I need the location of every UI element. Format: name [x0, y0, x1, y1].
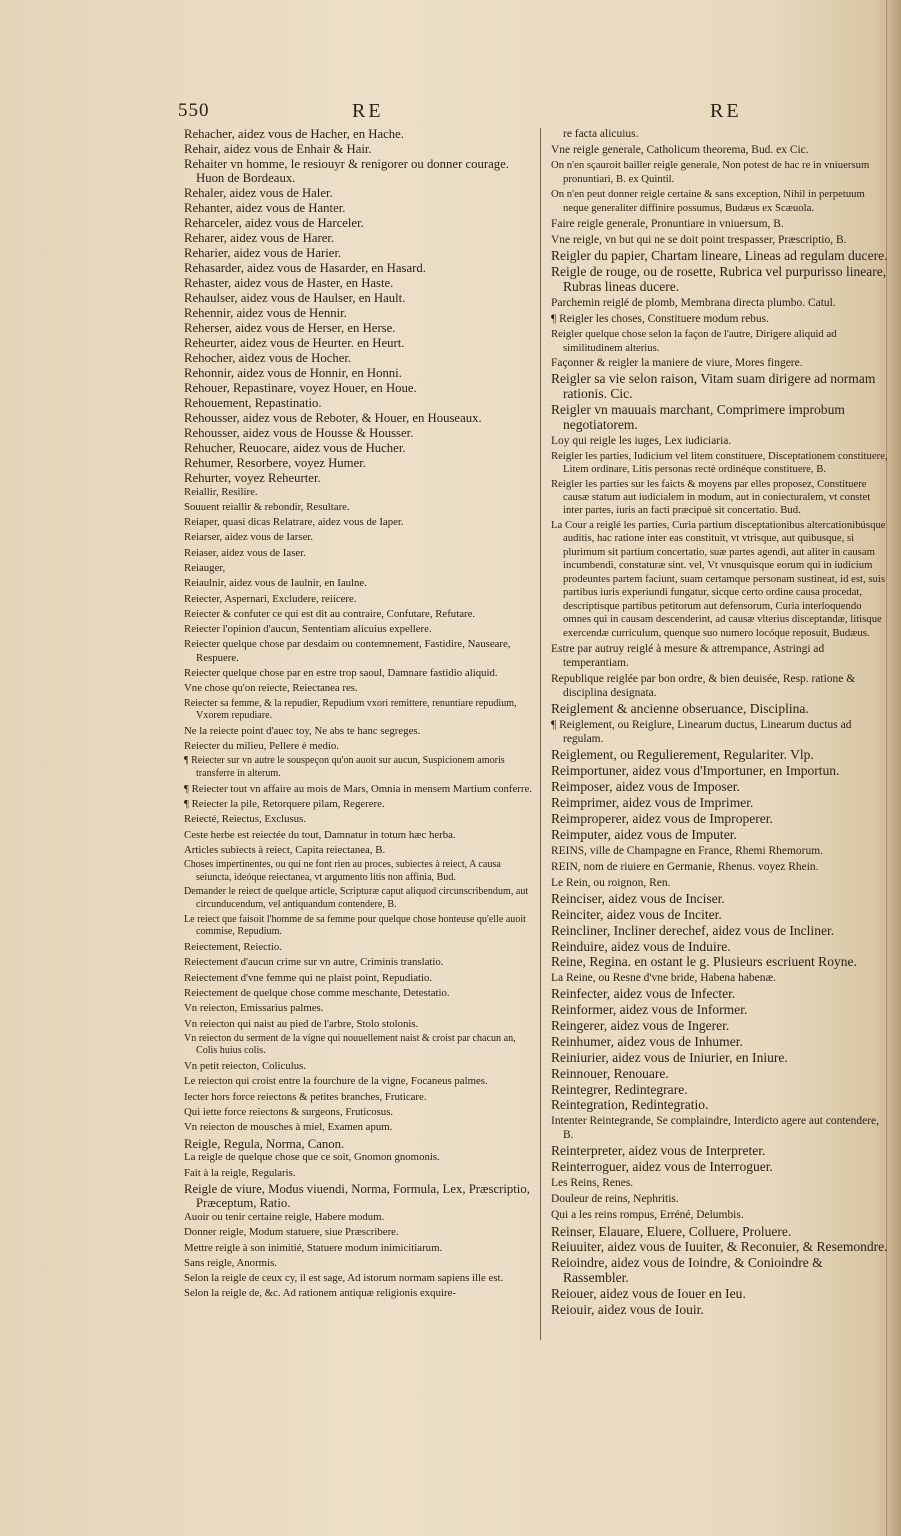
dictionary-entry: La reigle de quelque chose que ce soit, Gnomon gnomonis.	[184, 1151, 440, 1164]
dictionary-entry: Rehouer, Repastinare, voyez Houer, en Houe.	[184, 380, 417, 395]
dictionary-entry: Reiouer, aidez vous de Iouer en Ieu.	[551, 1285, 746, 1301]
dictionary-entry: ¶ Reiecter la pile, Retorquere pilam, Regerere.	[184, 798, 385, 811]
dictionary-entry: Reigler vn mauuais marchant, Comprimere improbum negotiatorem.	[551, 401, 845, 432]
dictionary-entry: Reinhumer, aidez vous de Inhumer.	[551, 1033, 743, 1049]
dictionary-entry: Rehaler, aidez vous de Haler.	[184, 185, 333, 200]
page-header	[0, 100, 901, 130]
dictionary-entry: Mettre reigle à son inimitié, Statuere modum inimicitiarum.	[184, 1241, 443, 1254]
dictionary-entry: Douleur de reins, Nephritis.	[551, 1193, 679, 1206]
dictionary-entry: Reigler sa vie selon raison, Vitam suam dirigere ad normam rationis. Cic.	[551, 371, 876, 401]
dictionary-entry: Reiectement, Reiectio.	[184, 941, 283, 954]
dictionary-entry: Reiniurier, aidez vous de Iniurier, en Iniure.	[551, 1049, 788, 1065]
dictionary-entry: Rehaiter vn homme, le resiouyr & renigorer ou donner courage. Huon de Bordeaux.	[184, 156, 509, 185]
dictionary-entry: Rehaulser, aidez vous de Haulser, en Hault.	[184, 290, 406, 305]
page-edge	[886, 0, 901, 1536]
dictionary-entry: Intenter Reintegrande, Se complaindre, Interdicto agere aut contendere, B.	[551, 1115, 879, 1142]
dictionary-entry: re facta alicuius.	[563, 128, 639, 140]
dictionary-entry: ¶ Reigler les choses, Constituere modum rebus.	[551, 312, 769, 325]
column-rule	[540, 128, 541, 1340]
right-running-head: RE	[710, 100, 742, 122]
dictionary-entry: Auoir ou tenir certaine reigle, Habere modum.	[184, 1211, 385, 1224]
dictionary-entry: Reiectement d'aucun crime sur vn autre, Criminis translatio.	[184, 956, 444, 969]
dictionary-entry: Reiglement & ancienne obseruance, Disciplina.	[551, 701, 809, 717]
dictionary-entry: Rehennir, aidez vous de Hennir.	[184, 305, 347, 320]
dictionary-entry: Reiallir, Resilire.	[184, 485, 258, 498]
dictionary-entry: Le reiecton qui croist entre la fourchure de la vigne, Focaneus palmes.	[184, 1075, 488, 1088]
dictionary-entry: Reharier, aidez vous de Harier.	[184, 245, 342, 260]
dictionary-entry: Le reiect que faisoit l'homme de sa femme pour quelque chose honteuse qu'elle auoit commise, Repudium.	[184, 913, 526, 938]
dictionary-entry: Ceste herbe est reiectée du tout, Damnatur in totum hæc herba.	[184, 828, 456, 841]
dictionary-entry: ¶ Reiecter sur vn autre le souspeçon qu'on auoit sur aucun, Suspicionem amoris transferre in alterum.	[184, 755, 505, 780]
dictionary-entry: Souuent reiallir & rebondir, Resultare.	[184, 500, 350, 513]
dictionary-entry: Rehucher, Reuocare, aidez vous de Hucher.	[184, 440, 406, 455]
dictionary-entry: Reingerer, aidez vous de Ingerer.	[551, 1018, 730, 1034]
left-column	[184, 127, 536, 1303]
dictionary-entry: Rehurter, voyez Reheurter.	[184, 470, 321, 485]
dictionary-entry: Reiaser, aidez vous de Iaser.	[184, 546, 306, 559]
dictionary-entry: Reigler les parties sur les faicts & moyens par elles proposez, Constituere causæ statum aut iudicialem in modum, aut in coniecturalem, vt constet inter partes, iuris an facti præcipuè sit concertatio. Bud.	[551, 477, 871, 517]
dictionary-entry: Reiecter, Aspernari, Excludere, reiicere.	[184, 592, 357, 605]
dictionary-entry: Reintegrer, Redintegrare.	[551, 1081, 688, 1097]
dictionary-entry: ¶ Reiglement, ou Reiglure, Linearum ductus, Linearum ductus ad regulam.	[551, 719, 852, 746]
dictionary-entry: Le Rein, ou roignon, Ren.	[551, 876, 671, 889]
dictionary-entry: Reinnouer, Renouare.	[551, 1065, 669, 1081]
dictionary-entry: Estre par autruy reiglé à mesure & attrempance, Astringi ad temperantiam.	[551, 642, 825, 670]
dictionary-entry: Reimposer, aidez vous de Imposer.	[551, 779, 740, 795]
dictionary-entry: Rehousser, aidez vous de Reboter, & Houer, en Houseaux.	[184, 410, 482, 425]
dictionary-entry: Republique reiglée par bon ordre, & bien deuisée, Resp. ratione & disciplina designata.	[551, 673, 856, 700]
right-column	[551, 127, 888, 1319]
dictionary-entry: Façonner & reigler la maniere de viure, Mores fingere.	[551, 356, 803, 369]
dictionary-entry: Reiaper, quasi dicas Relatrare, aidez vous de Iaper.	[184, 516, 404, 529]
dictionary-entry: Reiarser, aidez vous de Iarser.	[184, 531, 314, 544]
dictionary-entry: Reigler les parties, Iudicium vel litem constituere, Disceptationem constituere, Litem ordinare, Litis personas rectè ordinéque constituere, B.	[551, 449, 888, 476]
dictionary-entry: Loy qui reigle les iuges, Lex iudiciaria.	[551, 434, 732, 447]
dictionary-entry: On n'en sçauroit bailler reigle generale, Non potest de hac re in vniuersum pronuntiari, B. ex Quintil.	[551, 159, 870, 185]
dictionary-entry: Rehanter, aidez vous de Hanter.	[184, 200, 346, 215]
dictionary-entry: Reimportuner, aidez vous d'Importuner, en Importun.	[551, 763, 840, 779]
dictionary-entry: Rehasarder, aidez vous de Hasarder, en Hasard.	[184, 260, 426, 275]
dictionary-entry: Reinformer, aidez vous de Informer.	[551, 1002, 748, 1018]
dictionary-entry: Vn reiecton qui naist au pied de l'arbre, Stolo stolonis.	[184, 1017, 419, 1030]
dictionary-entry: Vn reiecton, Emissarius palmes.	[184, 1002, 324, 1015]
dictionary-entry: Reiglement, ou Regulierement, Regulariter. Vlp.	[551, 747, 814, 763]
dictionary-entry: Reiauger,	[184, 562, 226, 575]
dictionary-entry: Reigle de viure, Modus viuendi, Norma, Formula, Lex, Præscriptio, Præceptum, Ratio.	[184, 1182, 530, 1211]
dictionary-entry: Reiecter & confuter ce qui est dit au contraire, Confutare, Refutare.	[184, 607, 476, 620]
dictionary-entry: Rehair, aidez vous de Enhair & Hair.	[184, 141, 372, 156]
dictionary-entry: Reiouir, aidez vous de Iouir.	[551, 1301, 704, 1317]
dictionary-entry: Reinciter, aidez vous de Inciter.	[551, 906, 722, 922]
dictionary-entry: Selon la reigle de, &c. Ad rationem antiquæ religionis exquire-	[184, 1287, 456, 1300]
dictionary-entry: Reimproperer, aidez vous de Improperer.	[551, 810, 773, 826]
dictionary-entry: Vne reigle, vn but qui ne se doit point trespasser, Præscriptio, B.	[551, 234, 847, 247]
dictionary-entry: Reinterpreter, aidez vous de Interpreter.	[551, 1143, 766, 1159]
dictionary-entry: Reioindre, aidez vous de Ioindre, & Conioindre & Rassembler.	[551, 1255, 823, 1286]
dictionary-entry: Parchemin reiglé de plomb, Membrana directa plumbo. Catul.	[551, 296, 836, 309]
dictionary-entry: Selon la reigle de ceux cy, il est sage, Ad istorum normam sapiens ille est.	[184, 1272, 504, 1285]
dictionary-entry: Donner reigle, Modum statuere, siue Præscribere.	[184, 1226, 399, 1239]
dictionary-entry: Ne la reiecte point d'auec toy, Ne abs te hanc segreges.	[184, 724, 421, 737]
dictionary-entry: Reimputer, aidez vous de Imputer.	[551, 826, 737, 842]
dictionary-entry: Reiecter quelque chose par desdaim ou contemnement, Fastidire, Nauseare, Respuere.	[184, 638, 511, 664]
dictionary-entry: Rehocher, aidez vous de Hocher.	[184, 350, 352, 365]
dictionary-entry: Reinser, Elauare, Eluere, Colluere, Proluere.	[551, 1223, 792, 1239]
dictionary-entry: Vn petit reiecton, Coliculus.	[184, 1060, 307, 1073]
dictionary-entry: Les Reins, Renes.	[551, 1177, 634, 1190]
dictionary-entry: Reiectement de quelque chose comme meschante, Detestatio.	[184, 986, 450, 999]
dictionary-entry: Sans reigle, Anormis.	[184, 1256, 277, 1269]
dictionary-entry: La Cour a reiglé les parties, Curia partium disceptationibus altercationibúsque auditis, hac ratione inter eas constituit, vt vtrisque, aut quibusque, si plurimum sit partium concertatio, suæ partes agendi, aut aliter in causam incumbendi, constaturæ sint. vel, Vt vnusquisque eorum qui in iudicium prodeuntes partem faciunt, suam certamque personam sustineat, id est, suis partibus iuris experiundi fungatur, sicque certo ordine causa procedat, descriptisque partibus petitorum aut defensorum, Curia interloquendo omnes qui in causam descenderint, ad causæ vlterius disceptandæ, litisque exercendæ curriculum, quenque suo numero locóque reposuit, Budæus.	[551, 518, 886, 639]
dictionary-entry: Reiecter quelque chose par en estre trop saoul, Damnare fastidio aliquid.	[184, 667, 498, 679]
dictionary-entry: Iecter hors force reiectons & petites branches, Fruticare.	[184, 1090, 427, 1103]
dictionary-entry: Reharer, aidez vous de Harer.	[184, 230, 335, 245]
dictionary-entry: Reigle de rouge, ou de rosette, Rubrica vel purpurisso lineare, Rubras lineas ducere.	[551, 264, 887, 294]
dictionary-entry: REIN, nom de riuiere en Germanie, Rhenus. voyez Rhein.	[551, 860, 819, 873]
dictionary-entry: Reiecté, Reiectus, Exclusus.	[184, 813, 307, 826]
dictionary-entry: Reiecter du milieu, Pellere è medio.	[184, 740, 339, 753]
dictionary-entry: Faire reigle generale, Pronuntiare in vniuersum, B.	[551, 218, 784, 231]
dictionary-entry: Reheurter, aidez vous de Heurter. en Heurt.	[184, 335, 405, 350]
dictionary-entry: Reigler quelque chose selon la façon de l'autre, Dirigere aliquid ad similitudinem alterius.	[551, 328, 837, 354]
dictionary-entry: Reiectement d'vne femme qui ne plaist point, Repudiatio.	[184, 971, 433, 984]
dictionary-entry: Reinterroguer, aidez vous de Interroguer.	[551, 1159, 773, 1175]
left-running-head: RE	[352, 100, 384, 122]
dictionary-entry: Rehumer, Resorbere, voyez Humer.	[184, 455, 366, 470]
dictionary-entry: Reiaulnir, aidez vous de Iaulnir, en Iaulne.	[184, 577, 367, 590]
dictionary-entry: Vn reiecton du serment de la vigne qui nouuellement naist & croist par chacun an, Colis huius colis.	[184, 1032, 516, 1057]
dictionary-entry: Reiecter sa femme, & la repudier, Repudium vxori remittere, renuntiare repudium, Vxorem repudiare.	[184, 697, 517, 722]
dictionary-entry: ¶ Reiecter tout vn affaire au mois de Mars, Omnia in mensem Martium conferre.	[184, 782, 532, 795]
dictionary-entry: Reincliner, Incliner derechef, aidez vous de Incliner.	[551, 922, 835, 938]
dictionary-entry: Reimprimer, aidez vous de Imprimer.	[551, 795, 754, 811]
dictionary-entry: Reinduire, aidez vous de Induire.	[551, 938, 731, 954]
dictionary-entry: Rehonnir, aidez vous de Honnir, en Honni.	[184, 365, 402, 380]
dictionary-entry: Rehaster, aidez vous de Haster, en Haste.	[184, 275, 394, 290]
dictionary-entry: Qui iette force reiectons & surgeons, Fruticosus.	[184, 1105, 394, 1118]
dictionary-entry: Qui a les reins rompus, Erréné, Delumbis.	[551, 1209, 744, 1222]
dictionary-entry: Choses impertinentes, ou qui ne font rien au proces, subiectes à reiect, A causa seiuncta, ideóque reiectanea, vt argumento litis non affinia, Bud.	[184, 859, 501, 883]
dictionary-entry: On n'en peut donner reigle certaine & sans exception, Nihil in perpetuum neque generaliter diffinire possumus, Budæus ex Scæuola.	[551, 188, 865, 214]
dictionary-entry: Vn reiecton de mousches à miel, Examen apum.	[184, 1121, 393, 1134]
dictionary-entry: Reigle, Regula, Norma, Canon.	[184, 1136, 345, 1151]
page-number: 550	[178, 100, 210, 121]
dictionary-entry: Demander le reiect de quelque article, Scripturæ caput aliquod circunscribendum, aut circunducendum, vel antiquandum contendere, B.	[184, 886, 529, 911]
dictionary-entry: Reiuuiter, aidez vous de Iuuiter, & Reconuier, & Resemondre.	[551, 1239, 888, 1255]
dictionary-entry: Vne chose qu'on reiecte, Reiectanea res.	[184, 682, 358, 695]
dictionary-entry: Reherser, aidez vous de Herser, en Herse.	[184, 320, 396, 335]
dictionary-entry: Rehouement, Repastinatio.	[184, 395, 322, 410]
dictionary-entry: Articles subiects à reiect, Capita reiectanea, B.	[184, 843, 386, 856]
dictionary-entry: Reharceler, aidez vous de Harceler.	[184, 215, 364, 230]
dictionary-entry: Reigler du papier, Chartam lineare, Lineas ad regulam ducere.	[551, 248, 888, 264]
dictionary-entry: Reiecter l'opinion d'aucun, Sententiam alicuius expellere.	[184, 623, 432, 636]
dictionary-entry: Vne reigle generale, Catholicum theorema, Bud. ex Cic.	[551, 144, 809, 157]
dictionary-entry: Rehousser, aidez vous de Housse & Housser.	[184, 425, 414, 440]
dictionary-entry: Reinciser, aidez vous de Inciser.	[551, 890, 725, 906]
dictionary-entry: Reine, Regina. en ostant le g. Plusieurs escriuent Royne.	[551, 954, 857, 970]
dictionary-entry: La Reine, ou Resne d'vne bride, Habena habenæ.	[551, 972, 776, 985]
dictionary-entry: Rehacher, aidez vous de Hacher, en Hache.	[184, 127, 404, 141]
dictionary-entry: Reinfecter, aidez vous de Infecter.	[551, 986, 736, 1002]
dictionary-entry: REINS, ville de Champagne en France, Rhemi Rhemorum.	[551, 844, 824, 857]
dictionary-entry: Fait à la reigle, Regularis.	[184, 1166, 296, 1179]
dictionary-entry: Reintegration, Redintegratio.	[551, 1097, 709, 1113]
